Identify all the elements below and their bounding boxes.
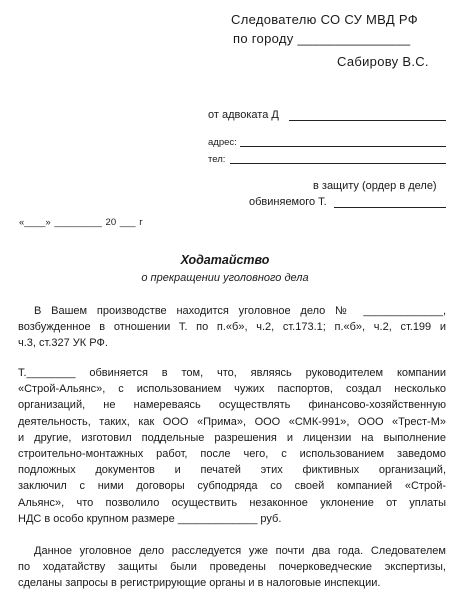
from-advocate-label: от адвоката Д [208, 109, 279, 121]
paragraph-2-line: и другие, изготовил поддельные разрешения и лицензии на выполнение [18, 431, 446, 444]
recipient-line-2: по городу _______________ [233, 31, 411, 46]
paragraph-3 [18, 543, 446, 592]
defense-text: в защиту (ордер в деле) [313, 180, 437, 192]
paragraph-2 [18, 365, 446, 527]
paragraph-3-line: по ходатайству защиты были проведены почерковедческие экспертизы, [18, 561, 446, 574]
paragraph-2-line: деятельность, таких, как ООО «Прима», ООО «СМК-991», ООО «Трест-М» [18, 415, 446, 428]
document-title: Ходатайство [180, 253, 270, 267]
paragraph-2-line: НДС в особо крупном размере _____________ руб. [18, 512, 282, 525]
paragraph-1-line: ч.3, ст.327 УК РФ. [18, 337, 108, 350]
address-label: адрес: [208, 137, 237, 148]
document-subtitle: о прекращении уголовного дела [141, 272, 309, 284]
paragraph-1-line: возбужденное в отношении Т. по п.«б», ч.2, ст.173.1; п.«б», ч.2, ст.199 и [18, 321, 446, 334]
address-blank [240, 146, 446, 147]
phone-blank [230, 163, 446, 164]
paragraph-2-line: заключил с ними договоры субподряда со своей компанией «Строй- [18, 480, 446, 493]
paragraph-2-line: строительно-монтажных работ, после чего, с использованием заведомо [18, 448, 446, 461]
paragraph-1 [18, 303, 446, 352]
paragraph-2-line: Альянс», что позволило осуществить незаконное уклонение от уплаты [18, 496, 446, 509]
date-line: «____» _________ 20 ___ г [19, 217, 143, 228]
paragraph-3-line: Данное уголовное дело расследуется уже почти два года. Следователем [34, 545, 446, 557]
paragraph-3-line: сделаны запросы в регистрирующие органы и в налоговые инспекции. [18, 577, 381, 590]
recipient-line-1: Следователю СО СУ МВД РФ [231, 12, 418, 27]
from-advocate-blank [289, 120, 446, 121]
paragraph-1-line: В Вашем производстве находится уголовное дело № _____________, [34, 305, 446, 317]
paragraph-2-line: подложных документов и печатей этих фиктивных организаций, [18, 464, 446, 477]
recipient-name: Сабирову В.С. [337, 54, 429, 69]
paragraph-2-line: «Строй-Альянс», с использованием чужих паспортов, создал несколько [18, 383, 446, 396]
accused-blank [334, 207, 446, 208]
accused-label: обвиняемого Т. [249, 196, 327, 208]
phone-label: тел: [208, 154, 226, 165]
paragraph-2-line: организаций, не намереваясь осуществлять финансово-хозяйственную [18, 399, 446, 412]
paragraph-2-line: Т.________ обвиняется в том, что, являясь руководителем компании [18, 367, 446, 379]
